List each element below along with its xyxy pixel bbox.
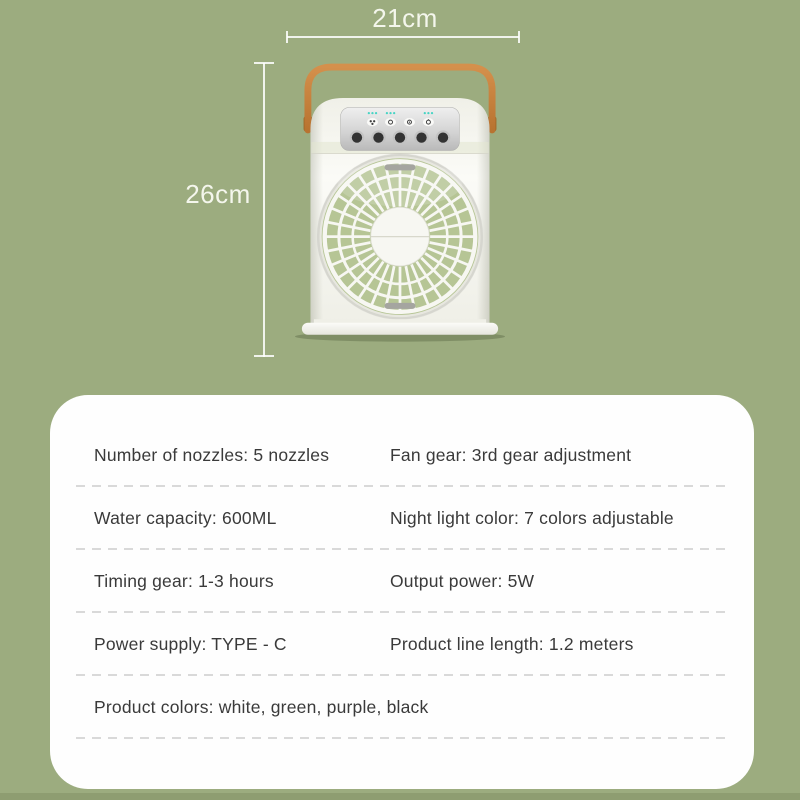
spec-output-power: Output power: 5W (390, 571, 535, 591)
spec-product-colors: Product colors: white, green, purple, black (94, 697, 429, 717)
fan-assembly (317, 154, 482, 319)
spec-row-colors (94, 676, 730, 739)
swing-icon (404, 118, 415, 126)
width-dimension-label: 21cm (372, 3, 438, 33)
product-image (240, 55, 560, 395)
bottom-edge-strip (0, 793, 800, 800)
spec-nozzles: Number of nozzles: 5 nozzles (94, 445, 330, 465)
grille-clip-bottom (385, 303, 416, 309)
base-pedestal (302, 319, 498, 334)
spec-timing-gear: Timing gear: 1-3 hours (94, 571, 274, 591)
spec-row-nozzles-fangear (94, 424, 730, 487)
control-panel (341, 108, 460, 151)
mist-icon (367, 118, 378, 126)
spec-water-capacity: Water capacity: 600ML (94, 508, 277, 528)
width-dimension-tick-left (286, 31, 288, 43)
width-dimension-line (287, 36, 519, 38)
spec-power-supply: Power supply: TYPE - C (94, 634, 287, 654)
grille-clip-top (385, 164, 416, 170)
height-dimension-label: 26cm (185, 179, 251, 209)
spec-row-timing-power (94, 550, 730, 613)
spec-night-light: Night light color: 7 colors adjustable (390, 508, 674, 528)
spec-row-water-nightlight (94, 487, 730, 550)
width-dimension-tick-right (518, 31, 520, 43)
light-icon (423, 118, 434, 126)
spec-line-length: Product line length: 1.2 meters (390, 634, 634, 654)
spec-row-supply-linelength (94, 613, 730, 676)
specs-card (50, 395, 754, 789)
timer-icon (385, 118, 396, 126)
spec-fan-gear: Fan gear: 3rd gear adjustment (390, 445, 632, 465)
